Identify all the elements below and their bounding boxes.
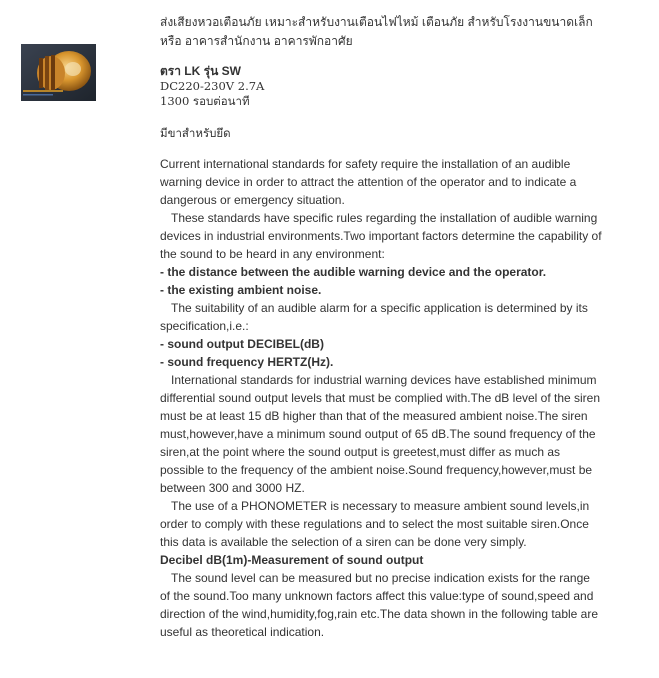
- siren-icon: [21, 44, 96, 101]
- paragraph: International standards for industrial warning devices have established minimum differential sound output levels that must be complied with.The dB level of the siren must be at least 15 dB higher than that of the measured ambient noise.The siren must,however,have a minimum sound output of 65 dB.The sound frequency of the siren,at the point where the sound output is greetest,must differ as much as possible to the frequency of the ambient noise.Sound frequency,however,must be between 300 and 3000 HZ.: [160, 373, 601, 495]
- spec-item: - sound frequency HERTZ(Hz).: [160, 355, 334, 369]
- paragraph: These standards have specific rules regarding the installation of audible warning devices in industrial environments.Two important factors determine the capability of the sound to be heard in any environment:: [160, 211, 602, 261]
- paragraph: The suitability of an audible alarm for a specific application is determined by its specification,i.e.:: [160, 301, 588, 333]
- brand-model: ตรา LK รุ่น SW: [160, 64, 241, 78]
- speed-spec: 1300 รอบต่อนาที: [160, 94, 250, 108]
- factor-item: - the distance between the audible warning device and the operator.: [160, 265, 547, 279]
- mount-note: มีขาสำหรับยึด: [160, 126, 231, 140]
- product-image[interactable]: [21, 44, 96, 101]
- article-body: [160, 155, 602, 641]
- product-description: ส่งเสียงหวอเตือนภัย เหมาะสำหรับงานเตือนไฟไหม้ เตือนภัย สำหรับโรงงานขนาดเล็ก หรือ อาคารสำนักงาน อาคารพักอาศัย: [160, 15, 593, 48]
- spec-item: - sound output DECIBEL(dB): [160, 337, 324, 351]
- voltage-spec: DC220-230V 2.7A: [160, 79, 265, 93]
- section-heading: Decibel dB(1m)-Measurement of sound output: [160, 553, 424, 567]
- paragraph: The use of a PHONOMETER is necessary to measure ambient sound levels,in order to comply with these regulations and to select the most suitable siren.Once this data is available the selection of a siren can be done very simply.: [160, 499, 590, 549]
- paragraph: The sound level can be measured but no precise indication exists for the range of the sound.Too many unknown factors affect this value:type of sound,speed and direction of the wind,humidity,fog,rain etc.The data shown in the following table are useful as theoretical indication.: [160, 571, 599, 639]
- product-content: [160, 13, 602, 641]
- factor-item: - the existing ambient noise.: [160, 283, 322, 297]
- paragraph: Current international standards for safety require the installation of an audible warning device in order to attract the attention of the operator and to indicate a dangerous or emergency situation.: [160, 157, 577, 207]
- product-specs: [160, 64, 602, 109]
